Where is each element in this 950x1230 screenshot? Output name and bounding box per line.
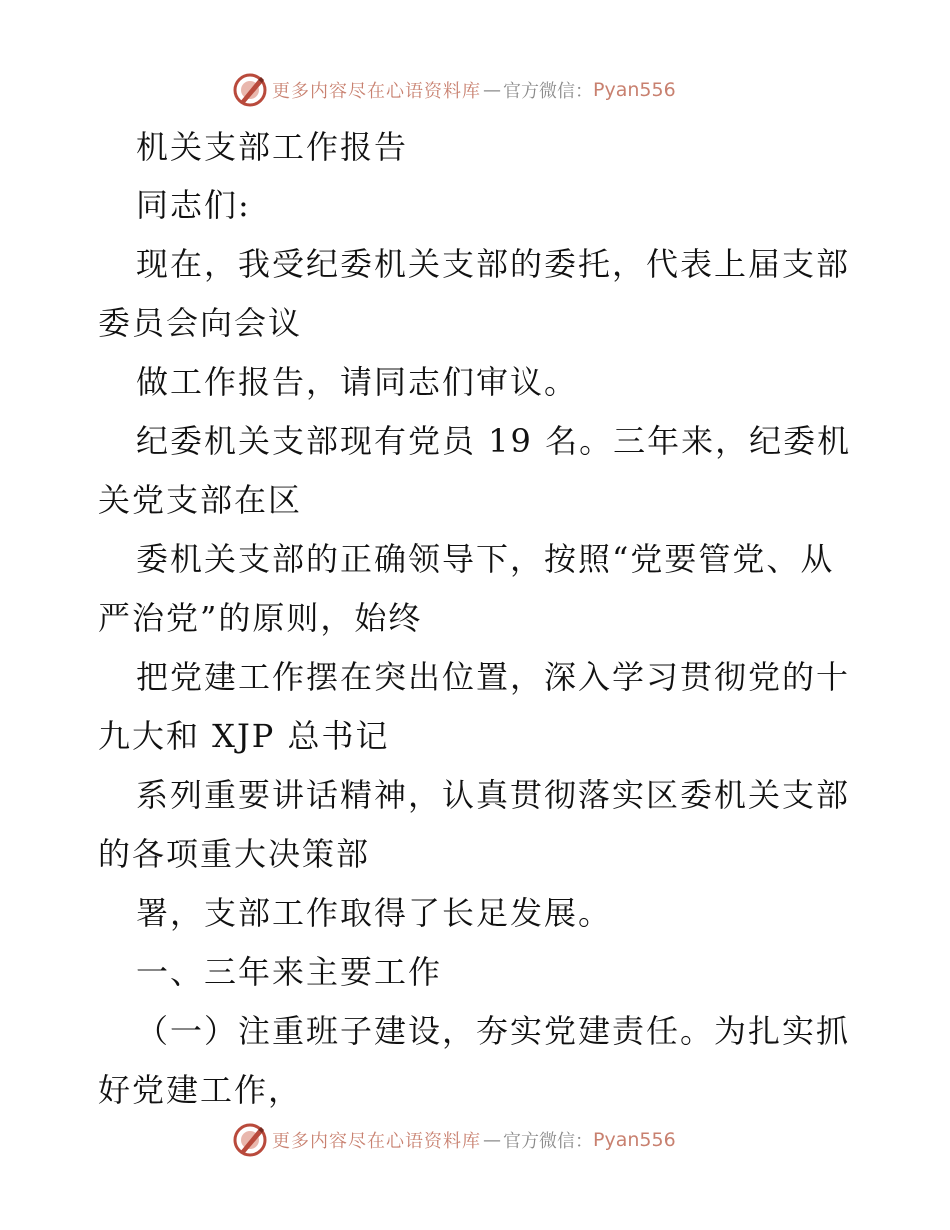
watermark-wechat-id: Pyan556	[593, 1129, 676, 1151]
watermark-wechat-label: 官方微信：	[503, 1131, 593, 1152]
paragraph-line: 系列重要讲话精神，认真贯彻落实区委机关支部	[136, 776, 851, 814]
paragraph-line: 把党建工作摆在突出位置，深入学习贯彻党的十	[136, 658, 851, 696]
paragraph-line: 关党支部在区	[98, 481, 303, 519]
paragraph-line: 纪委机关支部现有党员 19 名。三年来，纪委机	[136, 422, 852, 460]
paragraph-line: 现在，我受纪委机关支部的委托，代表上届支部	[136, 245, 851, 283]
salutation: 同志们:	[136, 186, 251, 224]
watermark-wechat-id: Pyan556	[593, 79, 676, 101]
header-watermark	[232, 70, 752, 110]
document-title: 机关支部工作报告	[136, 128, 409, 166]
paragraph-line: 委机关支部的正确领导下，按照“党要管党、从	[136, 540, 835, 578]
paragraph-line: 九大和 XJP 总书记	[98, 717, 390, 755]
watermark-dash: —	[483, 79, 501, 101]
paragraph-line: 委员会向会议	[98, 304, 303, 342]
paragraph-line: 的各项重大决策部	[98, 835, 371, 873]
section-heading: 一、三年来主要工作	[136, 953, 443, 991]
watermark-dash: —	[483, 1129, 501, 1151]
paragraph-line: 严治党”的原则，始终	[98, 599, 423, 637]
watermark-brand: 更多内容尽在心语资料库	[272, 81, 481, 102]
paragraph-line: 好党建工作，	[98, 1071, 303, 1109]
paragraph-line: 署，支部工作取得了长足发展。	[136, 894, 613, 932]
pen-logo-icon	[232, 72, 268, 108]
subsection-heading: （一）注重班子建设，夯实党建责任。为扎实抓	[136, 1012, 851, 1050]
pen-logo-icon	[232, 1122, 268, 1158]
footer-watermark	[232, 1120, 752, 1160]
paragraph-line: 做工作报告，请同志们审议。	[136, 363, 579, 401]
watermark-wechat-label: 官方微信：	[503, 81, 593, 102]
watermark-brand: 更多内容尽在心语资料库	[272, 1131, 481, 1152]
